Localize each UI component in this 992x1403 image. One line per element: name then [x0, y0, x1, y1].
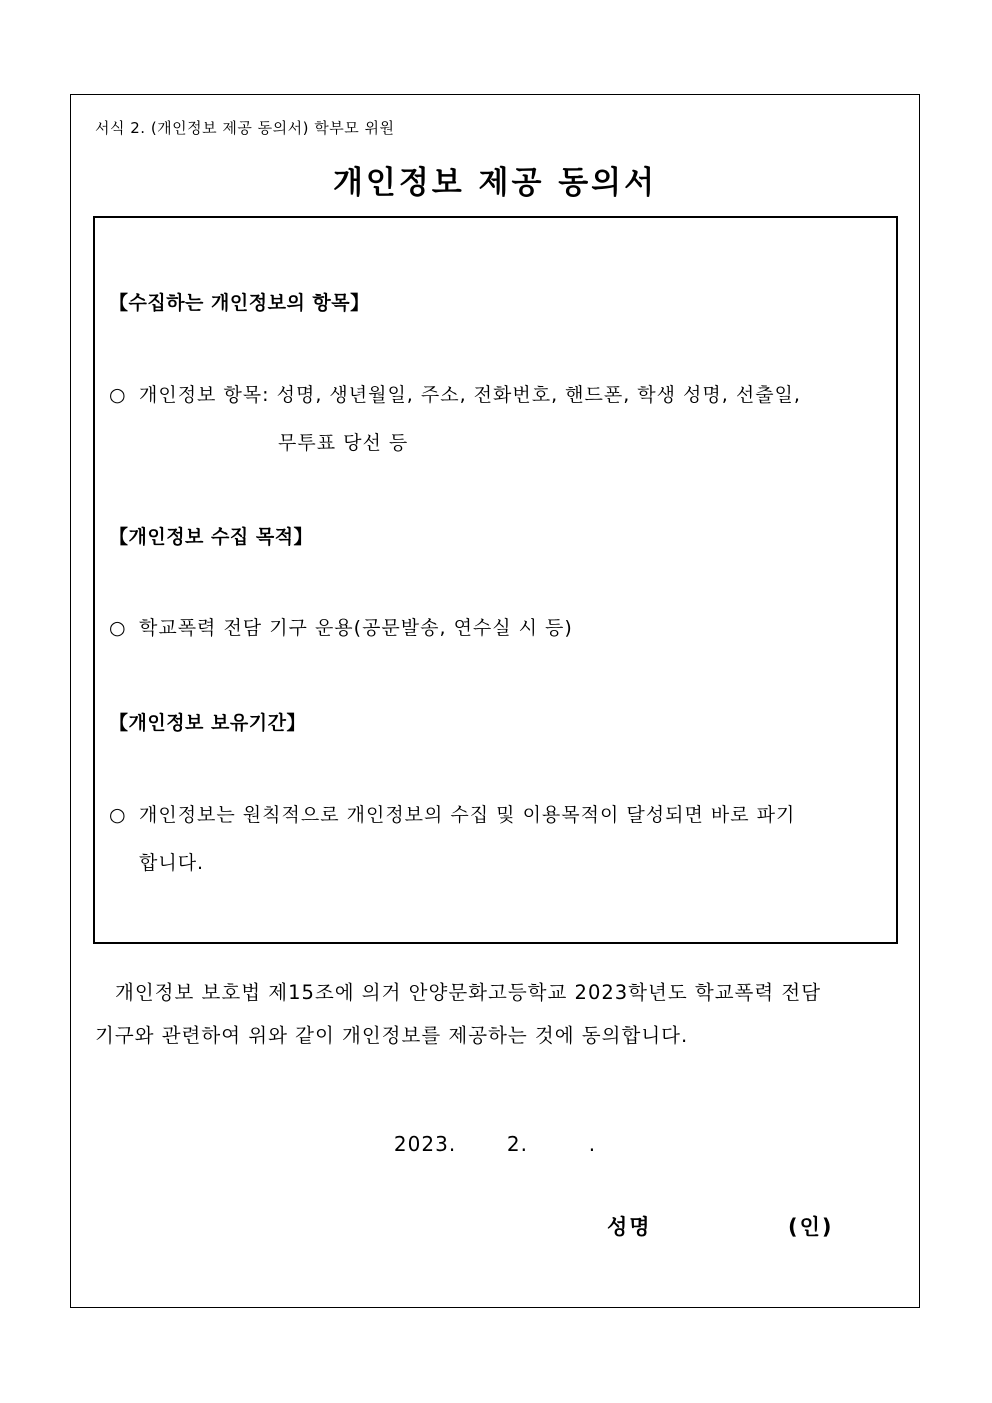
date-month: 2.	[506, 1132, 528, 1156]
section-heading-items: 【수집하는 개인정보의 항목】	[109, 292, 370, 314]
date-day: .	[588, 1132, 597, 1156]
consent-text-1: 개인정보 보호법 제15조에 의거 안양문화고등학교 2023학년도 학교폭력 전담	[115, 981, 822, 1004]
consent-form	[70, 94, 920, 1308]
items-text: 개인정보 항목: 성명, 생년월일, 주소, 전화번호, 핸드폰, 학생 성명, 선출일,	[139, 384, 801, 406]
page-title: 개인정보 제공 동의서	[332, 165, 658, 201]
list-item-retention	[109, 792, 876, 838]
list-item-items	[109, 372, 876, 418]
form-number-label: 서식 2. (개인정보 제공 동의서) 학부모 위원	[95, 119, 395, 137]
date-year: 2023.	[393, 1132, 457, 1156]
consent-line-1	[95, 971, 879, 1014]
date-line	[71, 1132, 919, 1156]
retention-text-continued: 합니다.	[139, 852, 205, 874]
items-text-continued: 무투표 당선 등	[278, 432, 409, 454]
signature-seal-label: (인)	[788, 1215, 834, 1239]
list-item-purpose	[109, 605, 876, 651]
signature-name-label: 성명	[607, 1215, 652, 1239]
section-heading-retention: 【개인정보 보유기간】	[109, 712, 306, 734]
consent-text-2: 기구와 관련하여 위와 같이 개인정보를 제공하는 것에 동의합니다.	[95, 1024, 689, 1047]
circle-bullet-icon: ○	[109, 617, 127, 639]
retention-text: 개인정보는 원칙적으로 개인정보의 수집 및 이용목적이 달성되면 바로 파기	[139, 804, 796, 826]
circle-bullet-icon: ○	[109, 804, 127, 826]
section-heading-purpose: 【개인정보 수집 목적】	[109, 526, 314, 548]
circle-bullet-icon: ○	[109, 384, 127, 406]
purpose-text: 학교폭력 전담 기구 운용(공문발송, 연수실 시 등)	[139, 617, 573, 639]
info-box	[93, 216, 898, 944]
